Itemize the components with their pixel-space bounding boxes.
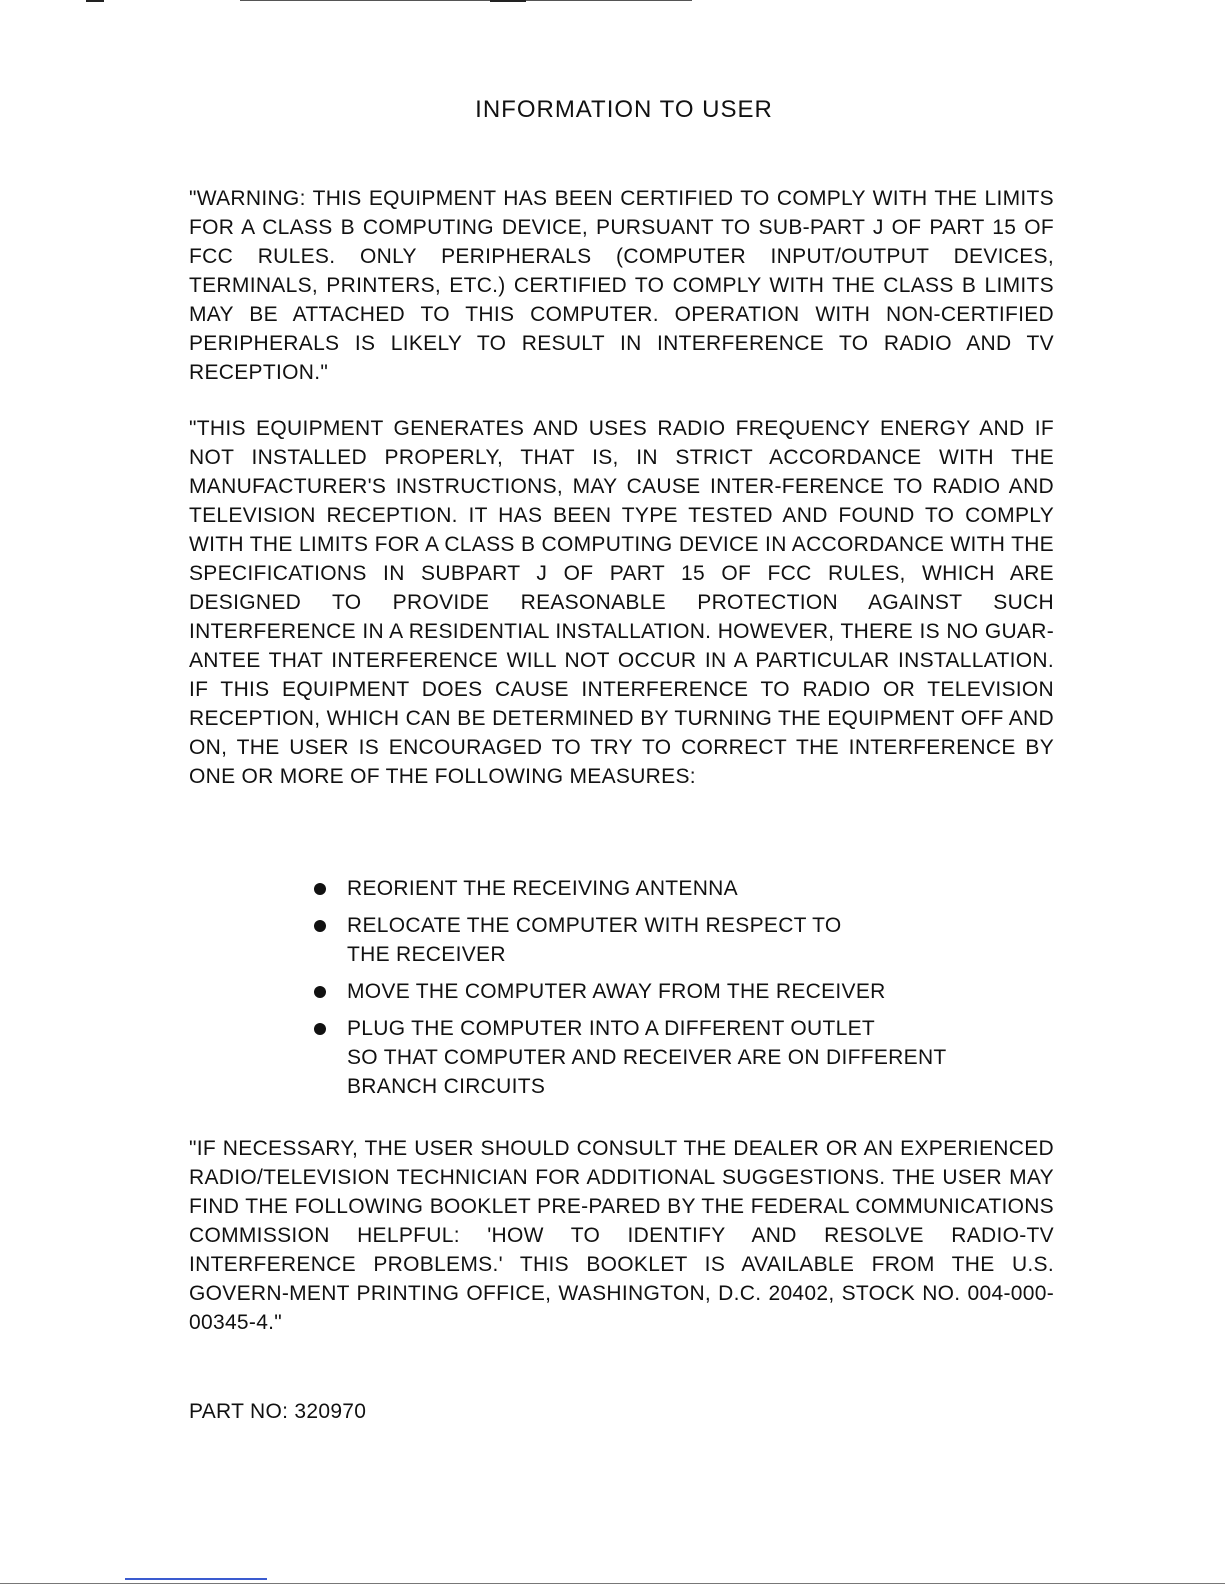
bullet-icon	[314, 1023, 326, 1035]
necessary-paragraph: "IF NECESSARY, THE USER SHOULD CONSULT THE DEALER OR AN EXPERIENCED RADIO/TELEVISION TECHNICIAN FOR ADDITIONAL SUGGESTIONS. THE USER MAY FIND THE FOLLOWING BOOKLET PRE-PARED BY THE FEDERAL COMMUNICATIONS COMMISSION HELPFUL: 'HOW TO IDENTIFY AND RESOLVE RADIO-TV INTERFERENCE PROBLEMS.' THIS BOOKLET IS AVAILABLE FROM THE U.S. GOVERN-MENT PRINTING OFFICE, WASHINGTON, D.C. 20402, STOCK NO. 004-000-00345-4."	[189, 1137, 1054, 1334]
part-number: PART NO: 320970	[189, 1400, 367, 1423]
measure-text: RELOCATE THE COMPUTER WITH RESPECT TO THE RECEIVER	[347, 914, 842, 966]
scan-artifact-bottom-blue	[125, 1578, 267, 1580]
measure-text: MOVE THE COMPUTER AWAY FROM THE RECEIVER	[347, 980, 886, 1003]
warning-paragraph: "WARNING: THIS EQUIPMENT HAS BEEN CERTIFIED TO COMPLY WITH THE LIMITS FOR A CLASS B COMPUTING DEVICE, PURSUANT TO SUB-PART J OF PART 15 OF FCC RULES. ONLY PERIPHERALS (COMPUTER INPUT/OUTPUT DEVICES, TERMINALS, PRINTERS, ETC.) CERTIFIED TO COMPLY WITH THE CLASS B LIMITS MAY BE ATTACHED TO THIS COMPUTER. OPERATION WITH NON-CERTIFIED PERIPHERALS IS LIKELY TO RESULT IN INTERFERENCE TO RADIO AND TV RECEPTION."	[189, 187, 1054, 384]
scan-artifact-top-left	[86, 0, 104, 2]
scan-artifact-top-line-thick	[490, 0, 526, 2]
list-item	[312, 977, 1054, 1006]
measures-list	[312, 874, 1054, 1109]
list-item	[312, 1014, 1054, 1101]
measure-text: REORIENT THE RECEIVING ANTENNA	[347, 877, 738, 900]
page-title: INFORMATION TO USER	[475, 96, 773, 123]
scan-artifact-bottom-line	[0, 1583, 1225, 1584]
list-item	[312, 911, 1054, 969]
bullet-icon	[314, 986, 326, 998]
list-item	[312, 874, 1054, 903]
measure-text: PLUG THE COMPUTER INTO A DIFFERENT OUTLET SO THAT COMPUTER AND RECEIVER ARE ON DIFFERENT BRANCH CIRCUITS	[347, 1017, 947, 1098]
bullet-icon	[314, 920, 326, 932]
bullet-icon	[314, 883, 326, 895]
interference-paragraph: "THIS EQUIPMENT GENERATES AND USES RADIO FREQUENCY ENERGY AND IF NOT INSTALLED PROPERLY, THAT IS, IN STRICT ACCORDANCE WITH THE MANUFACTURER'S INSTRUCTIONS, MAY CAUSE INTER-FERENCE TO RADIO AND TELEVISION RECEPTION. IT HAS BEEN TYPE TESTED AND FOUND TO COMPLY WITH THE LIMITS FOR A CLASS B COMPUTING DEVICE IN ACCORDANCE WITH THE SPECIFICATIONS IN SUBPART J OF PART 15 OF FCC RULES, WHICH ARE DESIGNED TO PROVIDE REASONABLE PROTECTION AGAINST SUCH INTERFERENCE IN A RESIDENTIAL INSTALLATION. HOWEVER, THERE IS NO GUAR-ANTEE THAT INTERFERENCE WILL NOT OCCUR IN A PARTICULAR INSTALLATION. IF THIS EQUIPMENT DOES CAUSE INTERFERENCE TO RADIO OR TELEVISION RECEPTION, WHICH CAN BE DETERMINED BY TURNING THE EQUIPMENT OFF AND ON, THE USER IS ENCOURAGED TO TRY TO CORRECT THE INTERFERENCE BY ONE OR MORE OF THE FOLLOWING MEASURES:	[189, 417, 1054, 788]
scan-artifact-top-line	[240, 0, 692, 1]
